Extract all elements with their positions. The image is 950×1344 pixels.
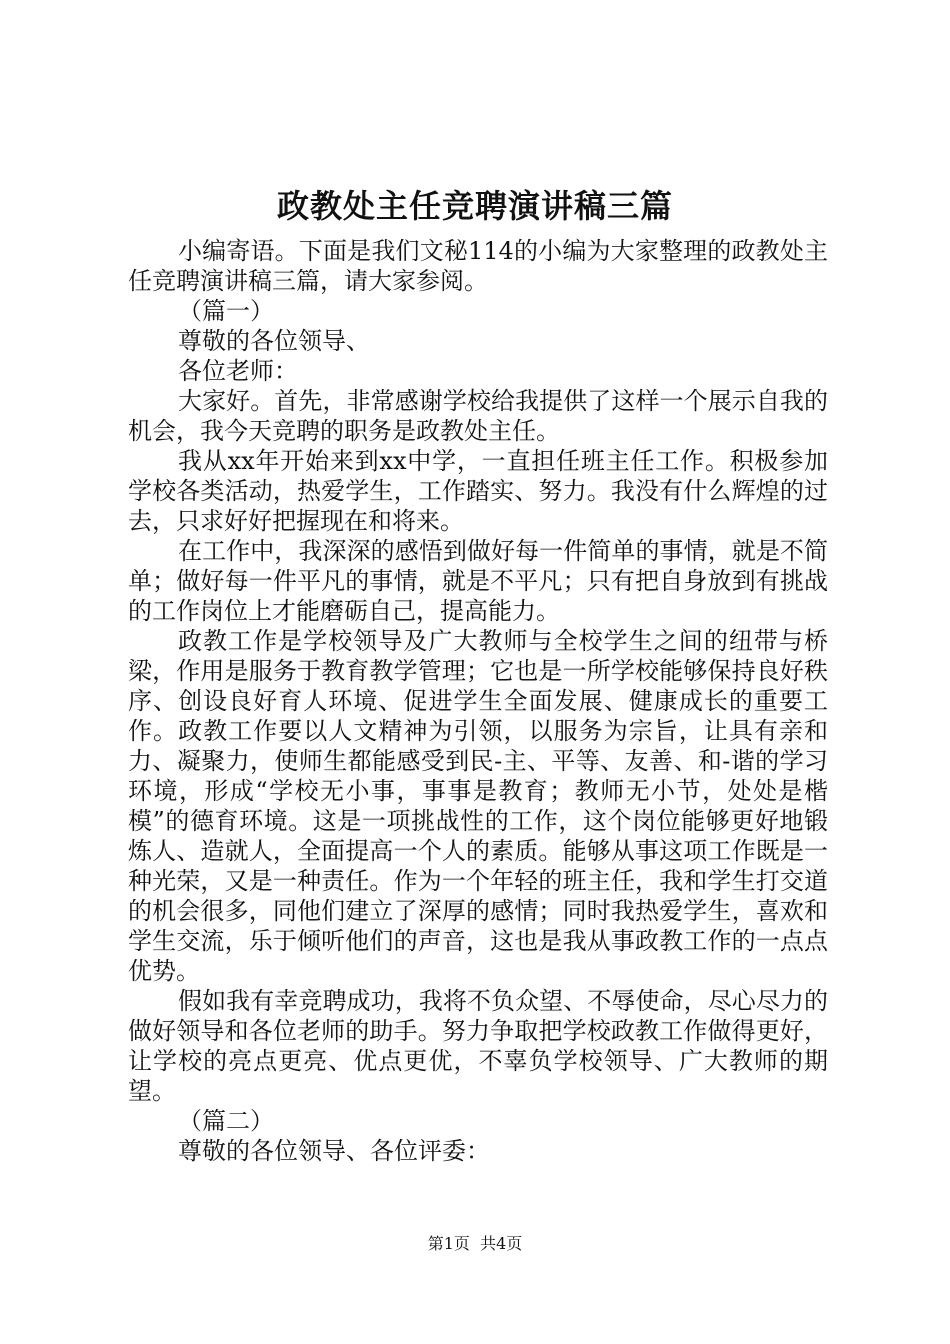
paragraph-commitment: 假如我有幸竞聘成功，我将不负众望、不辱使命，尽心尽力的做好领导和各位老师的助手。努力争取把学校政教工作做得更好，让学校的亮点更亮、优点更优，不辜负学校领导、广大教师的期望。 — [128, 987, 828, 1105]
paragraph-salutation-leaders: 尊敬的各位领导、 — [178, 327, 370, 355]
paragraph-greeting: 大家好。首先，非常感谢学校给我提供了这样一个展示自我的机会，我今天竞聘的职务是政教处主任。 — [128, 387, 828, 445]
paragraph-background: 我从xx年开始来到xx中学，一直担任班主任工作。积极参加学校各类活动，热爱学生，工作踏实、努力。我没有什么辉煌的过去，只求好好把握现在和将来。 — [128, 447, 828, 535]
paragraph-insight: 在工作中，我深深的感悟到做好每一件简单的事情，就是不简单；做好每一件平凡的事情，就是不平凡；只有把自身放到有挑战的工作岗位上才能磨砺自己，提高能力。 — [128, 537, 828, 625]
paragraph-role-description: 政教工作是学校领导及广大教师与全校学生之间的纽带与桥梁，作用是服务于教育教学管理；它也是一所学校能够保持良好秩序、创设良好育人环境、促进学生全面发展、健康成长的重要工作。政教工作要以人文精神为引领，以服务为宗旨，让具有亲和力、凝聚力，使师生都能感受到民-主、平等、友善、和-谐的学习环境，形成“学校无小事，事事是教育；教师无小节，处处是楷模”的德育环境。这是一项挑战性的工作，这个岗位能够更好地锻炼人、造就人，全面提高一个人的素质。能够从事这项工作既是一种光荣，又是一种责任。作为一个年轻的班主任，我和学生打交道的机会很多，同他们建立了深厚的感情；同时我热爱学生，喜欢和学生交流，乐于倾听他们的声音，这也是我从事政教工作的一点点优势。 — [128, 627, 828, 985]
page-number-label: 第1页 共4页 — [427, 1234, 523, 1253]
page-footer — [0, 1232, 950, 1256]
paragraph-salutation-teachers: 各位老师： — [178, 357, 298, 385]
paragraph-intro: 小编寄语。下面是我们文秘114的小编为大家整理的政教处主任竞聘演讲稿三篇，请大家参阅。 — [128, 237, 828, 295]
paragraph-section-1-heading: （篇一） — [178, 297, 274, 325]
paragraph-section-2-salutation: 尊敬的各位领导、各位评委： — [178, 1137, 490, 1165]
paragraph-section-2-heading: （篇二） — [178, 1107, 274, 1135]
document-body — [128, 236, 828, 1166]
document-title: 政教处主任竞聘演讲稿三篇 — [276, 187, 673, 225]
